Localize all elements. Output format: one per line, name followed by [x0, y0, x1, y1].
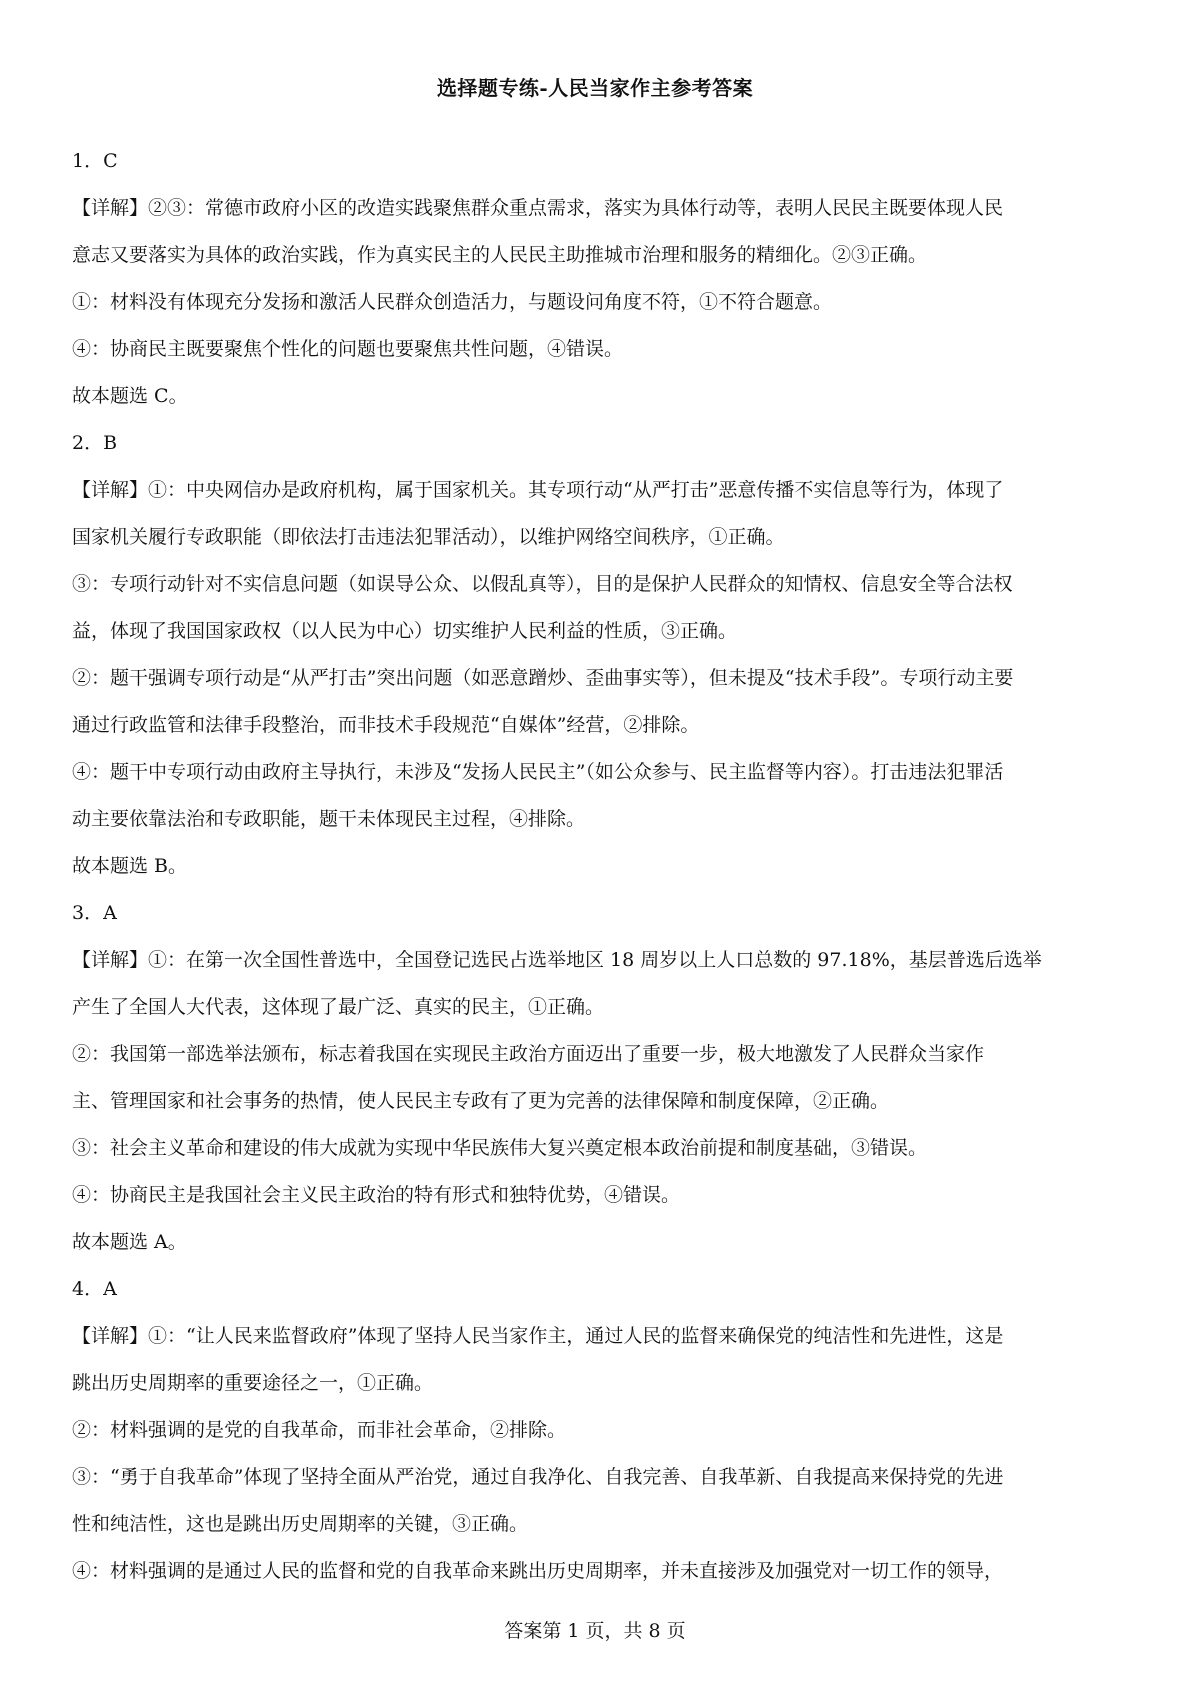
- text-line: 国家机关履行专政职能（即依法打击违法犯罪活动），以维护网络空间秩序，①正确。: [72, 526, 785, 548]
- text-line: 动主要依靠法治和专政职能，题干未体现民主过程，④排除。: [72, 808, 586, 830]
- text-line: ④：协商民主既要聚焦个性化的问题也要聚焦共性问题，④错误。: [72, 338, 624, 360]
- text-line: 2．B: [72, 432, 118, 454]
- text-line: 故本题选 A。: [72, 1231, 187, 1253]
- text-line: 【详解】①：在第一次全国性普选中，全国登记选民占选举地区 18 周岁以上人口总数的 97.18%，基层普选后选举: [72, 949, 1042, 971]
- document-body: [72, 138, 1122, 1595]
- text-line: ④：材料强调的是通过人民的监督和党的自我革命来跳出历史周期率，并未直接涉及加强党对一切工作的领导，: [72, 1560, 1004, 1582]
- text-line: 1．C: [72, 150, 118, 172]
- text-line: ②：题干强调专项行动是“从严打击”突出问题（如恶意蹭炒、歪曲事实等），但未提及“技术手段”。专项行动主要: [72, 667, 1014, 689]
- text-line: 【详解】②③：常德市政府小区的改造实践聚焦群众重点需求，落实为具体行动等，表明人民民主既要体现人民: [72, 197, 1004, 219]
- text-line: ②：我国第一部选举法颁布，标志着我国在实现民主政治方面迈出了重要一步，极大地激发了人民群众当家作: [72, 1043, 985, 1065]
- text-line: ③：专项行动针对不实信息问题（如误导公众、以假乱真等），目的是保护人民群众的知情权、信息安全等合法权: [72, 573, 1013, 595]
- text-line: 意志又要落实为具体的政治实践，作为真实民主的人民民主助推城市治理和服务的精细化。②③正确。: [72, 244, 928, 266]
- text-line: 通过行政监管和法律手段整治，而非技术手段规范“自媒体”经营，②排除。: [72, 714, 700, 736]
- text-line: 故本题选 B。: [72, 855, 188, 877]
- text-line: 性和纯洁性，这也是跳出历史周期率的关键，③正确。: [72, 1513, 529, 1535]
- text-line: 益，体现了我国国家政权（以人民为中心）切实维护人民利益的性质，③正确。: [72, 620, 738, 642]
- text-line: ③：社会主义革命和建设的伟大成就为实现中华民族伟大复兴奠定根本政治前提和制度基础，③错误。: [72, 1137, 928, 1159]
- document-title: 选择题专练-人民当家作主参考答案: [436, 76, 754, 100]
- text-line: ④：协商民主是我国社会主义民主政治的特有形式和独特优势，④错误。: [72, 1184, 681, 1206]
- text-line: 【详解】①：“让人民来监督政府”体现了坚持人民当家作主，通过人民的监督来确保党的纯洁性和先进性，这是: [72, 1325, 1004, 1347]
- text-line: ②：材料强调的是党的自我革命，而非社会革命，②排除。: [72, 1419, 567, 1441]
- text-line: 4．A: [72, 1278, 117, 1300]
- text-line: 跳出历史周期率的重要途径之一，①正确。: [72, 1372, 434, 1394]
- text-line: 主、管理国家和社会事务的热情，使人民民主专政有了更为完善的法律保障和制度保障，②正确。: [72, 1090, 890, 1112]
- page-footer: 答案第 1 页，共 8 页: [504, 1620, 686, 1642]
- text-line: ③：“勇于自我革命”体现了坚持全面从严治党，通过自我净化、自我完善、自我革新、自我提高来保持党的先进: [72, 1466, 1004, 1488]
- text-line: ④：题干中专项行动由政府主导执行，未涉及“发扬人民民主”（如公众参与、民主监督等内容）。打击违法犯罪活: [72, 761, 1004, 783]
- text-line: 【详解】①：中央网信办是政府机构，属于国家机关。其专项行动“从严打击”恶意传播不实信息等行为，体现了: [72, 479, 1004, 501]
- text-line: ①：材料没有体现充分发扬和激活人民群众创造活力，与题设问角度不符，①不符合题意。: [72, 291, 833, 313]
- text-line: 3．A: [72, 902, 117, 924]
- text-line: 产生了全国人大代表，这体现了最广泛、真实的民主，①正确。: [72, 996, 605, 1018]
- text-line: 故本题选 C。: [72, 385, 188, 407]
